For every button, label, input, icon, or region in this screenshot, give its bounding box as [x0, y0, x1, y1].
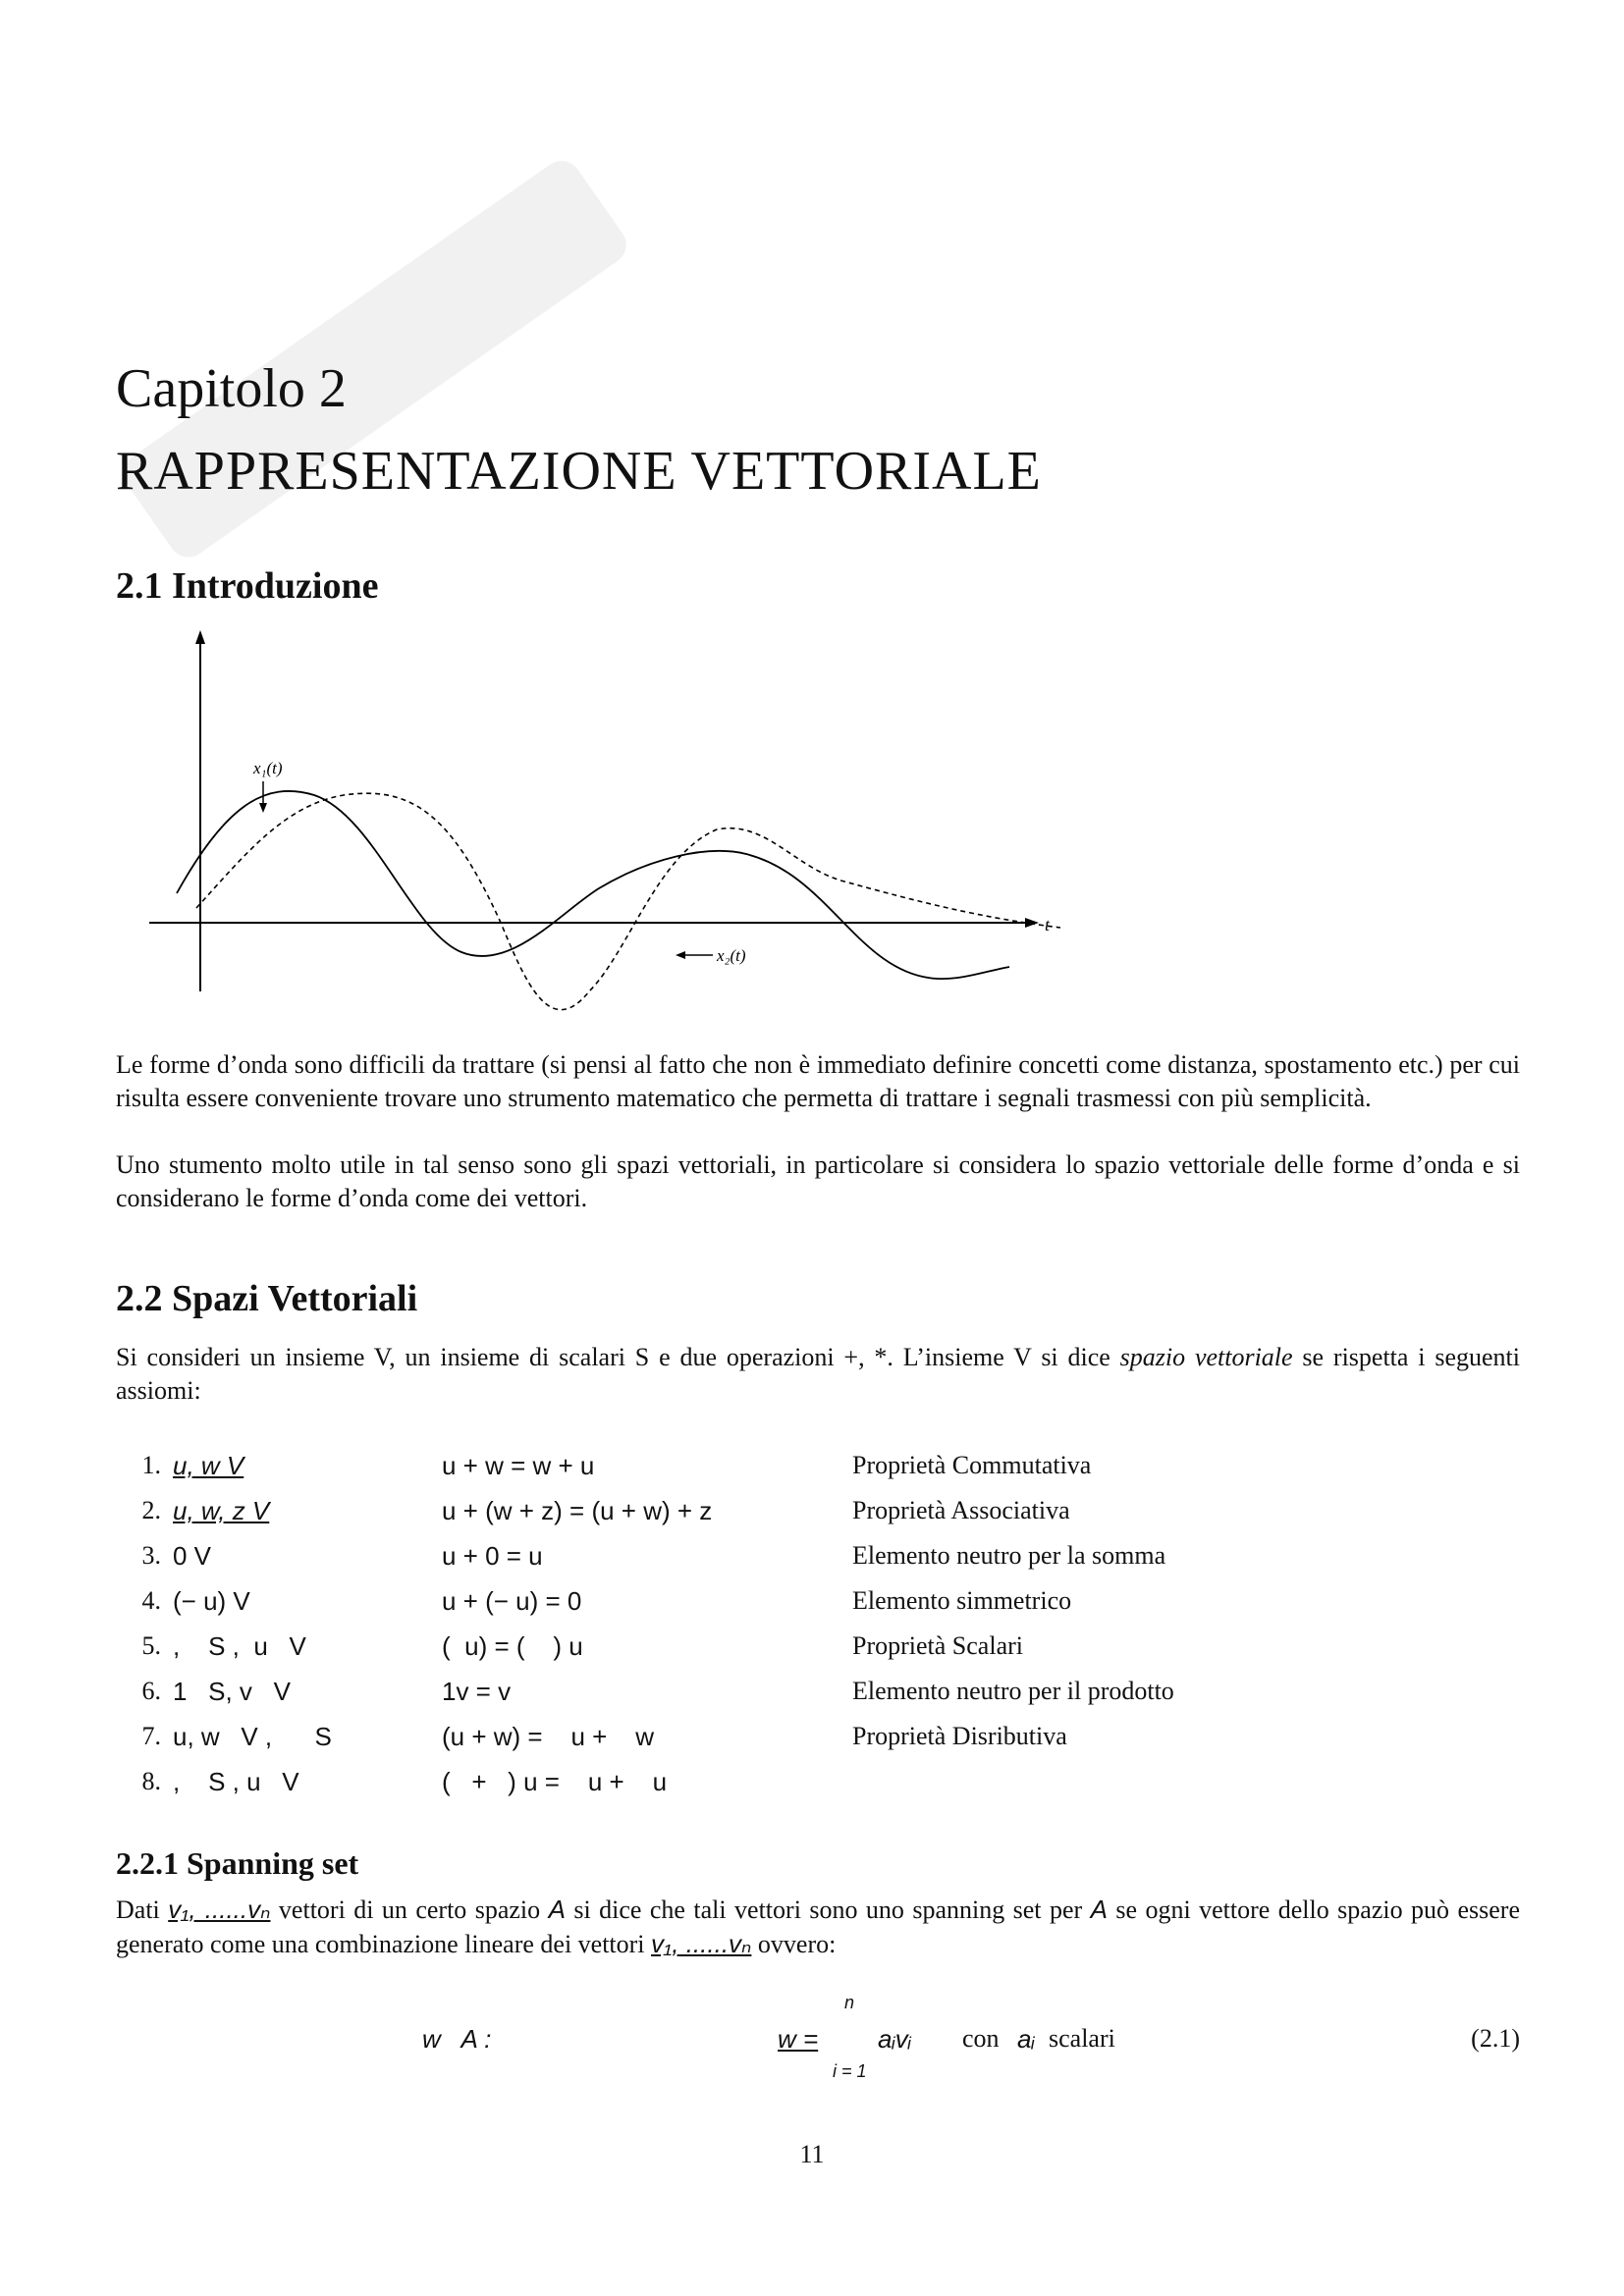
- equation-con: con: [962, 2024, 1000, 2053]
- axiom-quantifier: u, w V , S: [173, 1722, 332, 1751]
- y-axis-arrow: [195, 630, 205, 644]
- axiom-quantifier: , S , u V: [173, 1767, 299, 1796]
- x2-pointer-head: [676, 951, 685, 959]
- axiom-number: 2.: [141, 1496, 161, 1524]
- equation-scalari: scalari: [1049, 2024, 1115, 2053]
- axiom-quantifier: , S , u V: [173, 1631, 306, 1661]
- sum-upper-limit: n: [844, 1993, 855, 2012]
- axiom-property: Elemento neutro per la somma: [852, 1541, 1166, 1570]
- x1-curve: [177, 791, 1009, 979]
- axiom-formula: (u + w) = u + w: [442, 1722, 655, 1751]
- space-symbol: A: [548, 1895, 566, 1924]
- equation-rhs: w =: [778, 2024, 819, 2054]
- axiom-row: [128, 1631, 1404, 1671]
- spanning-text: ovvero:: [751, 1930, 837, 1958]
- axiom-formula: u + (w + z) = (u + w) + z: [442, 1496, 713, 1525]
- axiom-row: [128, 1496, 1404, 1535]
- axiom-property: Elemento neutro per il prodotto: [852, 1677, 1174, 1705]
- axiom-property: Proprietà Associativa: [852, 1496, 1070, 1524]
- axiom-formula: 1v = v: [442, 1677, 512, 1706]
- axiom-formula: u + w = w + u: [442, 1451, 595, 1480]
- axiom-quantifier: 0 V: [173, 1541, 212, 1571]
- spanning-text: vettori di un certo spazio: [270, 1896, 549, 1924]
- section-heading-spaces: 2.2 Spazi Vettoriali: [116, 1278, 418, 1319]
- axiom-formula: u + 0 = u: [442, 1541, 543, 1571]
- axiom-quantifier: 1 S, v V: [173, 1677, 291, 1706]
- space-symbol: A: [1090, 1895, 1108, 1924]
- spaces-intro: [116, 1341, 1520, 1408]
- axiom-row: [128, 1677, 1404, 1716]
- chapter-title: RAPPRESENTAZIONE VETTORIALE: [116, 441, 1042, 502]
- axiom-row: [128, 1586, 1404, 1626]
- chapter-label: Capitolo 2: [116, 358, 347, 419]
- t-axis-label: t: [1045, 915, 1051, 934]
- spanning-paragraph: [116, 1893, 1520, 1961]
- axiom-row: [128, 1767, 1404, 1806]
- spaces-intro-after: se rispetta i seguenti assiomi:: [116, 1343, 1520, 1405]
- equation-number: (2.1): [1471, 2024, 1520, 2053]
- axiom-row: [128, 1541, 1404, 1580]
- x1-label: x₁(t): [253, 759, 283, 777]
- axiom-list: [128, 1451, 1404, 1804]
- axiom-formula: ( + ) u = u + u: [442, 1767, 668, 1796]
- axiom-number: 6.: [141, 1677, 161, 1705]
- section-heading-intro: 2.1 Introduzione: [116, 565, 379, 607]
- axiom-number: 1.: [141, 1451, 161, 1479]
- axiom-property: Proprietà Commutativa: [852, 1451, 1092, 1479]
- x1-pointer-head: [259, 803, 267, 813]
- axiom-number: 5.: [141, 1631, 161, 1660]
- vector-list: v₁, ......vₙ: [168, 1895, 271, 1924]
- intro-paragraph-1: Le forme d’onda sono difficili da trattare (si pensi al fatto che non è immediato definire concetti come distanza, spostamento etc.) per cui risulta essere conveniente trovare uno strumento matematico che permetta di trattare i segnali trasmessi con più semplicità.: [116, 1050, 1520, 1112]
- spanning-text: Dati: [116, 1896, 169, 1924]
- axiom-property: Proprietà Scalari: [852, 1631, 1023, 1660]
- axiom-quantifier: (− u) V: [173, 1586, 250, 1616]
- equation-coef: aᵢ: [1017, 2024, 1035, 2054]
- axiom-row: [128, 1451, 1404, 1490]
- axiom-property: Proprietà Disributiva: [852, 1722, 1067, 1750]
- axiom-number: 8.: [141, 1767, 161, 1795]
- waveform-figure: [137, 628, 1168, 1041]
- equation-lhs: w A :: [422, 2024, 492, 2054]
- subsection-heading-spanning: 2.2.1 Spanning set: [116, 1845, 359, 1881]
- axiom-number: 7.: [141, 1722, 161, 1750]
- axiom-row: [128, 1722, 1404, 1761]
- intro-paragraph-2: Uno stumento molto utile in tal senso sono gli spazi vettoriali, in particolare si considera lo spazio vettoriale delle forme d’onda e si considerano le forme d’onda come dei vettori.: [116, 1150, 1520, 1212]
- axiom-number: 4.: [141, 1586, 161, 1615]
- sum-lower-limit: i = 1: [833, 2061, 867, 2081]
- vector-list: v₁, ......vₙ: [651, 1929, 752, 1958]
- t-axis-arrow: [1025, 918, 1039, 928]
- axiom-quantifier: u, w V: [173, 1451, 244, 1480]
- spanning-text: si dice che tali vettori sono uno spanning set per: [565, 1896, 1091, 1924]
- axiom-property: Elemento simmetrico: [852, 1586, 1072, 1615]
- page-number: 11: [799, 2140, 825, 2168]
- spanning-text: se ogni vettore dello spazio può essere generato come una combinazione lineare dei vettori: [116, 1896, 1520, 1958]
- watermark-logo: [39, 137, 727, 569]
- axiom-formula: ( u) = ( ) u: [442, 1631, 583, 1661]
- axiom-formula: u + (− u) = 0: [442, 1586, 582, 1616]
- x2-label: x₂(t): [717, 946, 746, 965]
- spaces-intro-italic: spazio vettoriale: [1119, 1343, 1293, 1371]
- spaces-intro-before: Si consideri un insieme V, un insieme di scalari S e due operazioni +, *. L’insieme V si dice: [116, 1343, 1120, 1371]
- axiom-quantifier: u, w, z V: [173, 1496, 270, 1525]
- sum-term: aᵢvᵢ: [878, 2024, 911, 2054]
- axiom-number: 3.: [141, 1541, 161, 1570]
